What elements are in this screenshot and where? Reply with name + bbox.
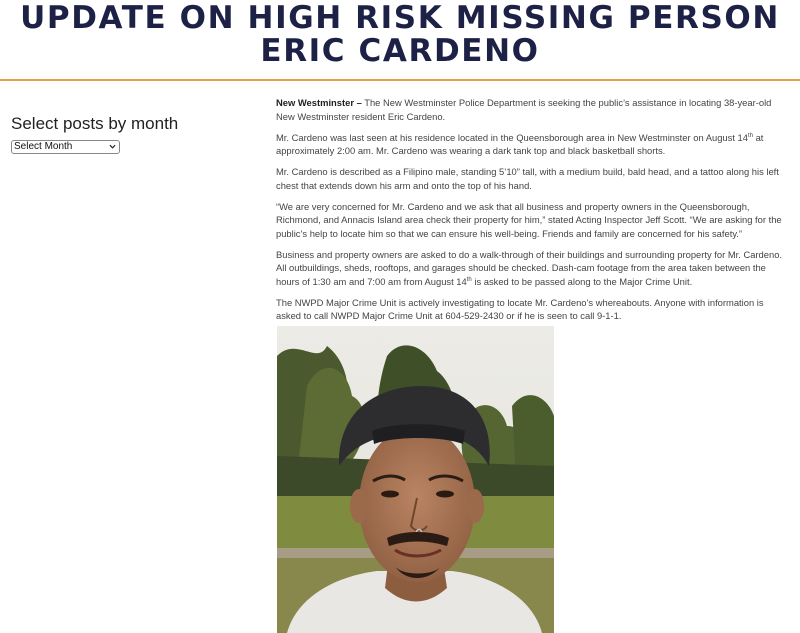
missing-person-photo [277, 326, 554, 633]
paragraph-contact: The NWPD Major Crime Unit is actively investigating to locate Mr. Cardeno’s whereabouts. Anyone with information is asked to call NWPD Major Crime Unit at 604-529-2430 or if he is seen to call 9-1-1. [276, 296, 764, 321]
page-title-line-2: ERIC CARDENO [260, 33, 540, 69]
paragraph-last-seen-b: at approximately 2:00 am. Mr. Cardeno was wearing a dark tank top and black basketball shorts. [276, 131, 764, 156]
paragraph-last-seen-a: Mr. Cardeno was last seen at his residence located in the Queensborough area in New Westminster on August 14 [276, 131, 748, 143]
paragraph-request-a: Business and property owners are asked to do a walk-through of their buildings and surrounding property for Mr. Cardeno. All outbuildings, sheds, rooftops, and garages should be checked. Dash-cam footage from the area taken between the hours of 1:30 am and 7:00 am from August 14 [276, 248, 783, 287]
month-select[interactable] [11, 140, 120, 154]
archive-heading: Select posts by month [11, 114, 179, 133]
paragraph-intro-text: The New Westminster Police Department is seeking the public’s assistance in locating 38-year-old New Westminster resident Eric Cardeno. [276, 97, 772, 122]
paragraph-intro [276, 96, 786, 123]
ordinal-suffix: th [747, 132, 753, 139]
paragraph-last-seen [276, 131, 786, 158]
article-body [276, 96, 786, 330]
paragraph-request [276, 248, 786, 289]
paragraph-description: Mr. Cardeno is described as a Filipino male, standing 5’10” tall, with a medium build, bald head, and a tattoo along his left chest that extends down his arm and onto the top of his hand. [276, 166, 779, 191]
paragraph-request-b: is asked to be passed along to the Major Crime Unit. [471, 275, 693, 287]
header-divider [0, 79, 800, 81]
month-select-value: Select Month [14, 141, 73, 152]
page-title [0, 0, 800, 68]
paragraph-quote: “We are very concerned for Mr. Cardeno and we ask that all business and property owners in the Queensborough, Richmond, and Annacis Island area check their property for him,” stated Acting Inspector Jeff Scott. “We are asking for the public’s help to locate him so that we can ensure his well-being. Friends and family are concerned for his safety.” [276, 200, 782, 239]
dateline: New Westminster – [276, 97, 362, 108]
ordinal-suffix: th [466, 276, 472, 283]
chevron-down-icon [109, 143, 116, 150]
page-title-line-1: UPDATE ON HIGH RISK MISSING PERSON [20, 0, 780, 36]
